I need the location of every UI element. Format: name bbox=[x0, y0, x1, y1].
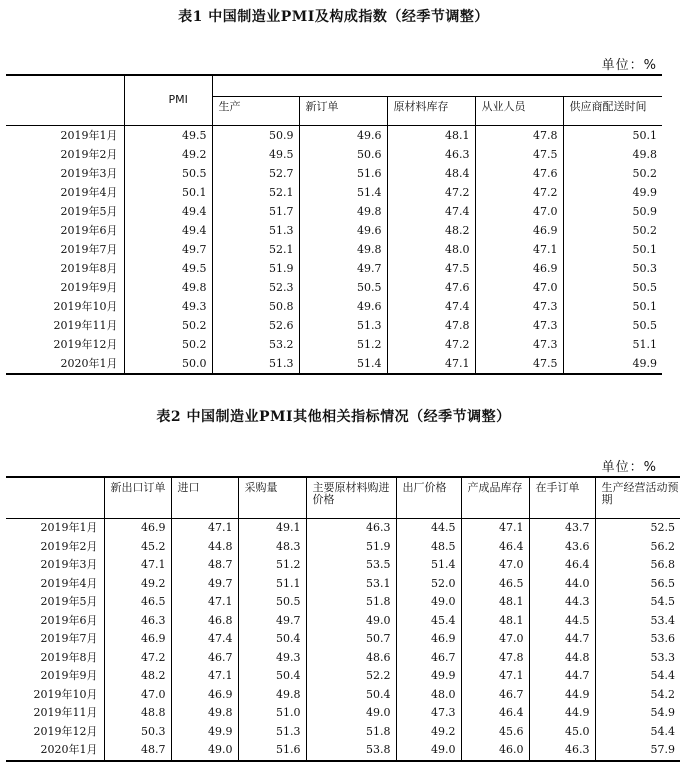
table-cell: 47.0 bbox=[461, 556, 529, 575]
table-cell: 48.1 bbox=[461, 593, 529, 612]
table2-corner bbox=[6, 477, 104, 519]
table-cell: 51.6 bbox=[238, 741, 306, 761]
table-cell: 46.3 bbox=[306, 519, 396, 538]
table-cell: 51.1 bbox=[563, 335, 662, 354]
table-cell: 47.5 bbox=[475, 354, 563, 374]
row-month: 2019年8月 bbox=[60, 262, 118, 275]
table-cell: 47.2 bbox=[387, 183, 475, 202]
table-cell: 51.6 bbox=[299, 164, 387, 183]
table-cell: 47.3 bbox=[396, 704, 461, 723]
table-cell: 46.7 bbox=[396, 649, 461, 668]
table-cell: 53.8 bbox=[306, 741, 396, 761]
table-cell: 46.4 bbox=[461, 538, 529, 557]
table-cell: 52.5 bbox=[595, 519, 680, 538]
table-cell: 49.7 bbox=[238, 612, 306, 631]
table1-subindex-group bbox=[212, 75, 662, 97]
table-cell: 49.6 bbox=[299, 221, 387, 240]
table2-title: 表2 中国制造业PMI其他相关指标情况（经季节调整） bbox=[156, 409, 511, 425]
row-month: 2019年2月 bbox=[60, 148, 118, 161]
table-cell: 50.1 bbox=[124, 183, 212, 202]
table-cell: 47.2 bbox=[475, 183, 563, 202]
table-cell: 46.7 bbox=[461, 686, 529, 705]
table-cell: 46.3 bbox=[104, 612, 171, 631]
row-month: 2019年7月 bbox=[60, 243, 118, 256]
table2-unit: 单位：% bbox=[601, 460, 657, 475]
table-cell: 50.5 bbox=[563, 278, 662, 297]
t2-header-6: 在手订单 bbox=[529, 477, 595, 519]
table-cell: 48.5 bbox=[396, 538, 461, 557]
table-cell: 47.3 bbox=[475, 297, 563, 316]
table-cell: 48.1 bbox=[461, 612, 529, 631]
table-cell: 47.1 bbox=[475, 240, 563, 259]
table-cell: 44.9 bbox=[529, 704, 595, 723]
table-row bbox=[6, 667, 680, 686]
table-cell: 47.1 bbox=[387, 354, 475, 374]
table-cell: 50.5 bbox=[124, 164, 212, 183]
table-cell: 54.2 bbox=[595, 686, 680, 705]
table-cell: 50.3 bbox=[563, 259, 662, 278]
table-cell: 44.8 bbox=[529, 649, 595, 668]
table-cell: 51.2 bbox=[299, 335, 387, 354]
table-cell: 49.8 bbox=[299, 240, 387, 259]
row-month: 2019年4月 bbox=[40, 576, 98, 590]
t2-header-4: 出厂价格 bbox=[396, 477, 461, 519]
table-cell: 46.0 bbox=[461, 741, 529, 761]
table-cell: 49.8 bbox=[171, 704, 238, 723]
table-cell: 50.5 bbox=[238, 593, 306, 612]
table-row bbox=[6, 612, 680, 631]
table-cell: 47.5 bbox=[475, 145, 563, 164]
row-month: 2019年11月 bbox=[33, 706, 98, 719]
table-row bbox=[6, 630, 680, 649]
t2-header-7: 生产经营活动预期 bbox=[595, 477, 680, 519]
table-row bbox=[6, 164, 662, 183]
table-cell: 47.1 bbox=[461, 667, 529, 686]
table-cell: 49.2 bbox=[104, 575, 171, 594]
table-cell: 49.5 bbox=[124, 259, 212, 278]
row-month: 2020年1月 bbox=[60, 357, 118, 370]
table-cell: 54.9 bbox=[595, 704, 680, 723]
table-cell: 51.3 bbox=[299, 316, 387, 335]
table-cell: 48.0 bbox=[396, 686, 461, 705]
table1-pmi-header: PMI bbox=[124, 75, 212, 126]
table-cell: 52.6 bbox=[212, 316, 299, 335]
table-cell: 50.8 bbox=[212, 297, 299, 316]
table-cell: 48.3 bbox=[238, 538, 306, 557]
row-month: 2019年5月 bbox=[40, 595, 98, 608]
table-cell: 50.2 bbox=[124, 316, 212, 335]
table-cell: 48.7 bbox=[171, 556, 238, 575]
table-cell: 48.2 bbox=[387, 221, 475, 240]
row-month: 2019年6月 bbox=[60, 224, 118, 237]
row-month: 2019年1月 bbox=[40, 521, 98, 534]
table-cell: 49.8 bbox=[238, 686, 306, 705]
row-month: 2019年7月 bbox=[40, 632, 98, 645]
table-cell: 52.3 bbox=[212, 278, 299, 297]
table-cell: 44.5 bbox=[396, 519, 461, 538]
row-month: 2019年4月 bbox=[60, 186, 118, 199]
table-cell: 56.5 bbox=[595, 575, 680, 594]
table-cell: 44.9 bbox=[529, 686, 595, 705]
row-month: 2019年1月 bbox=[60, 129, 118, 142]
t1-header-4: 供应商配送时间 bbox=[563, 97, 662, 126]
row-month: 2019年10月 bbox=[33, 687, 98, 701]
table-cell: 47.8 bbox=[461, 649, 529, 668]
table-cell: 50.1 bbox=[563, 297, 662, 316]
table-row bbox=[6, 278, 662, 297]
table-cell: 51.3 bbox=[212, 354, 299, 374]
table-cell: 51.2 bbox=[238, 556, 306, 575]
row-month: 2019年6月 bbox=[40, 613, 98, 627]
t2-header-3: 主要原材料购进价格 bbox=[306, 477, 396, 519]
table-cell: 49.4 bbox=[124, 221, 212, 240]
table-cell: 51.9 bbox=[306, 538, 396, 557]
table-cell: 47.5 bbox=[387, 259, 475, 278]
row-month: 2019年12月 bbox=[53, 338, 118, 351]
table-row bbox=[6, 183, 662, 202]
row-month: 2019年5月 bbox=[60, 205, 118, 218]
table-cell: 49.7 bbox=[124, 240, 212, 259]
table-cell: 57.9 bbox=[595, 741, 680, 761]
row-month: 2019年3月 bbox=[40, 558, 98, 571]
table-row bbox=[6, 704, 680, 723]
table-cell: 47.6 bbox=[387, 278, 475, 297]
table-cell: 47.1 bbox=[171, 667, 238, 686]
table-cell: 50.9 bbox=[212, 126, 299, 146]
table-cell: 50.1 bbox=[563, 126, 662, 146]
table-cell: 52.1 bbox=[212, 183, 299, 202]
table-cell: 49.0 bbox=[171, 741, 238, 761]
table-cell: 49.8 bbox=[124, 278, 212, 297]
table-cell: 51.4 bbox=[396, 556, 461, 575]
t2-header-5: 产成品库存 bbox=[461, 477, 529, 519]
table-cell: 49.7 bbox=[171, 575, 238, 594]
table-cell: 49.7 bbox=[299, 259, 387, 278]
row-month: 2019年9月 bbox=[40, 669, 98, 682]
table-cell: 46.4 bbox=[461, 704, 529, 723]
table-cell: 51.8 bbox=[306, 593, 396, 612]
table-cell: 54.5 bbox=[595, 593, 680, 612]
table-cell: 50.4 bbox=[238, 630, 306, 649]
table-cell: 48.7 bbox=[104, 741, 171, 761]
table-cell: 45.0 bbox=[529, 723, 595, 742]
table-row bbox=[6, 538, 680, 557]
table-row bbox=[6, 556, 680, 575]
table-cell: 47.1 bbox=[461, 519, 529, 538]
table-cell: 54.4 bbox=[595, 723, 680, 742]
table-cell: 50.2 bbox=[563, 164, 662, 183]
table-cell: 47.1 bbox=[171, 519, 238, 538]
table-cell: 46.8 bbox=[171, 612, 238, 631]
t2-header-2: 采购量 bbox=[238, 477, 306, 519]
row-month: 2019年12月 bbox=[33, 724, 98, 738]
table-cell: 46.4 bbox=[529, 556, 595, 575]
row-month: 2019年8月 bbox=[40, 650, 98, 664]
table-row bbox=[6, 686, 680, 705]
t1-header-0: 生产 bbox=[212, 97, 299, 126]
table-cell: 53.1 bbox=[306, 575, 396, 594]
table-cell: 50.7 bbox=[306, 630, 396, 649]
table-cell: 47.8 bbox=[475, 126, 563, 146]
table-cell: 48.4 bbox=[387, 164, 475, 183]
table-cell: 49.2 bbox=[396, 723, 461, 742]
table-cell: 50.2 bbox=[124, 335, 212, 354]
table-cell: 47.1 bbox=[171, 593, 238, 612]
table-cell: 50.2 bbox=[563, 221, 662, 240]
table-cell: 51.8 bbox=[306, 723, 396, 742]
t1-header-1: 新订单 bbox=[299, 97, 387, 126]
table-cell: 47.4 bbox=[171, 630, 238, 649]
table-cell: 51.0 bbox=[238, 704, 306, 723]
table-cell: 47.0 bbox=[475, 278, 563, 297]
table-cell: 51.1 bbox=[238, 575, 306, 594]
table-row bbox=[6, 649, 680, 668]
table-cell: 47.4 bbox=[387, 202, 475, 221]
t2-header-0: 新出口订单 bbox=[104, 477, 171, 519]
table-cell: 46.9 bbox=[171, 686, 238, 705]
table-cell: 47.3 bbox=[475, 335, 563, 354]
table-cell: 56.8 bbox=[595, 556, 680, 575]
table-cell: 48.2 bbox=[104, 667, 171, 686]
table-cell: 49.9 bbox=[171, 723, 238, 742]
table-cell: 49.3 bbox=[124, 297, 212, 316]
table-cell: 49.9 bbox=[396, 667, 461, 686]
table-cell: 44.8 bbox=[171, 538, 238, 557]
table-cell: 49.5 bbox=[212, 145, 299, 164]
table-cell: 49.4 bbox=[124, 202, 212, 221]
table-cell: 49.8 bbox=[299, 202, 387, 221]
table-row bbox=[6, 593, 680, 612]
t2-header-1: 进口 bbox=[171, 477, 238, 519]
table-cell: 51.3 bbox=[238, 723, 306, 742]
row-month: 2019年2月 bbox=[40, 539, 98, 553]
table-cell: 50.5 bbox=[563, 316, 662, 335]
table-cell: 52.2 bbox=[306, 667, 396, 686]
table-cell: 50.5 bbox=[299, 278, 387, 297]
table1-unit: 单位：% bbox=[601, 58, 657, 73]
table-cell: 46.3 bbox=[529, 741, 595, 761]
table-cell: 47.2 bbox=[104, 649, 171, 668]
table-cell: 46.5 bbox=[461, 575, 529, 594]
table-cell: 52.7 bbox=[212, 164, 299, 183]
table-cell: 47.2 bbox=[387, 335, 475, 354]
table-cell: 44.7 bbox=[529, 630, 595, 649]
table2 bbox=[6, 476, 680, 762]
table-cell: 43.7 bbox=[529, 519, 595, 538]
table1 bbox=[6, 74, 662, 375]
table-cell: 49.6 bbox=[299, 126, 387, 146]
table-cell: 53.3 bbox=[595, 649, 680, 668]
table-cell: 50.9 bbox=[563, 202, 662, 221]
table-cell: 54.4 bbox=[595, 667, 680, 686]
table-cell: 48.6 bbox=[306, 649, 396, 668]
table-cell: 52.1 bbox=[212, 240, 299, 259]
table-cell: 50.0 bbox=[124, 354, 212, 374]
table-cell: 53.5 bbox=[306, 556, 396, 575]
table-cell: 47.6 bbox=[475, 164, 563, 183]
table-cell: 49.0 bbox=[306, 704, 396, 723]
table-cell: 50.6 bbox=[299, 145, 387, 164]
table-cell: 49.8 bbox=[563, 145, 662, 164]
table-cell: 48.1 bbox=[387, 126, 475, 146]
row-month: 2019年11月 bbox=[53, 319, 118, 332]
table-row bbox=[6, 221, 662, 240]
table-cell: 51.9 bbox=[212, 259, 299, 278]
table-row bbox=[6, 145, 662, 164]
table-cell: 47.1 bbox=[104, 556, 171, 575]
table-cell: 44.7 bbox=[529, 667, 595, 686]
table-cell: 46.3 bbox=[387, 145, 475, 164]
table-row bbox=[6, 723, 680, 742]
table-cell: 51.4 bbox=[299, 183, 387, 202]
table-row bbox=[6, 354, 662, 374]
table-cell: 48.0 bbox=[387, 240, 475, 259]
table-cell: 49.0 bbox=[396, 593, 461, 612]
table-cell: 46.9 bbox=[396, 630, 461, 649]
table-cell: 49.6 bbox=[299, 297, 387, 316]
table-cell: 44.5 bbox=[529, 612, 595, 631]
table-cell: 53.4 bbox=[595, 612, 680, 631]
table-cell: 47.4 bbox=[387, 297, 475, 316]
table-cell: 46.9 bbox=[475, 221, 563, 240]
table-cell: 49.0 bbox=[306, 612, 396, 631]
table-cell: 51.7 bbox=[212, 202, 299, 221]
table-row bbox=[6, 240, 662, 259]
t1-header-2: 原材料库存 bbox=[387, 97, 475, 126]
table-cell: 50.1 bbox=[563, 240, 662, 259]
table-cell: 52.0 bbox=[396, 575, 461, 594]
table-cell: 46.9 bbox=[475, 259, 563, 278]
table-row bbox=[6, 741, 680, 761]
table-cell: 49.3 bbox=[238, 649, 306, 668]
table-row bbox=[6, 316, 662, 335]
table-row bbox=[6, 335, 662, 354]
table-cell: 49.9 bbox=[563, 183, 662, 202]
row-month: 2019年3月 bbox=[60, 167, 118, 180]
table-cell: 56.2 bbox=[595, 538, 680, 557]
table-cell: 49.5 bbox=[124, 126, 212, 146]
table-cell: 48.8 bbox=[104, 704, 171, 723]
table-cell: 51.4 bbox=[299, 354, 387, 374]
table-row bbox=[6, 519, 680, 538]
table-cell: 46.7 bbox=[171, 649, 238, 668]
table-cell: 49.0 bbox=[396, 741, 461, 761]
row-month: 2020年1月 bbox=[40, 743, 98, 756]
table-cell: 53.6 bbox=[595, 630, 680, 649]
row-month: 2019年10月 bbox=[53, 300, 118, 313]
table-cell: 47.0 bbox=[104, 686, 171, 705]
table-cell: 50.3 bbox=[104, 723, 171, 742]
table-cell: 45.2 bbox=[104, 538, 171, 557]
table1-corner bbox=[6, 75, 124, 126]
table-cell: 43.6 bbox=[529, 538, 595, 557]
table-cell: 46.5 bbox=[104, 593, 171, 612]
table-cell: 47.0 bbox=[461, 630, 529, 649]
table-cell: 44.0 bbox=[529, 575, 595, 594]
table-cell: 47.8 bbox=[387, 316, 475, 335]
table-cell: 51.3 bbox=[212, 221, 299, 240]
table-cell: 47.3 bbox=[475, 316, 563, 335]
table-cell: 49.9 bbox=[563, 354, 662, 374]
row-month: 2019年9月 bbox=[60, 281, 118, 294]
table-cell: 50.4 bbox=[306, 686, 396, 705]
table-cell: 45.6 bbox=[461, 723, 529, 742]
table-cell: 49.2 bbox=[124, 145, 212, 164]
table-cell: 44.3 bbox=[529, 593, 595, 612]
table-row bbox=[6, 259, 662, 278]
table-cell: 46.9 bbox=[104, 630, 171, 649]
table-cell: 45.4 bbox=[396, 612, 461, 631]
table-row bbox=[6, 575, 680, 594]
table-cell: 46.9 bbox=[104, 519, 171, 538]
table-row bbox=[6, 202, 662, 221]
table-cell: 49.1 bbox=[238, 519, 306, 538]
table-cell: 53.2 bbox=[212, 335, 299, 354]
table-row bbox=[6, 297, 662, 316]
table1-title: 表1 中国制造业PMI及构成指数（经季节调整） bbox=[178, 9, 489, 25]
t1-header-3: 从业人员 bbox=[475, 97, 563, 126]
table-row bbox=[6, 126, 662, 146]
table-cell: 50.4 bbox=[238, 667, 306, 686]
table-cell: 47.0 bbox=[475, 202, 563, 221]
